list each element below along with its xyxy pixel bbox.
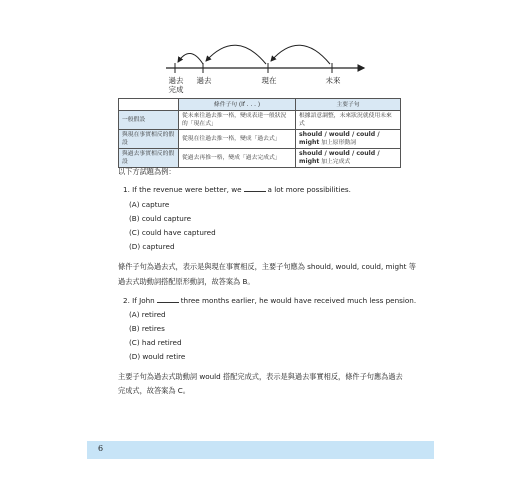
row-head-general: 一般假設 [119, 111, 179, 130]
timeline-label-future: 未來 [325, 76, 341, 85]
q2-option-a: (A) retired [129, 310, 166, 319]
table-header-row [119, 99, 401, 111]
row-main-general: 根據語意調整，未來狀況就使用未來式 [296, 111, 401, 130]
table-header-empty [119, 99, 179, 111]
timeline-label-present: 現在 [261, 76, 277, 85]
modal-verbs: should / would / could / might [299, 150, 380, 165]
q1-explanation-line-1: 條件子句為過去式，表示是與現在事實相反，主要子句應為 should, would, could, might 等 [118, 262, 416, 271]
table-row [119, 149, 401, 168]
question-2-prefix: 2. If John [123, 296, 155, 305]
row-head-past-counterfactual: 與過去事實相反的假設 [119, 149, 179, 168]
q2-explanation-line-1: 主要子句為過去式助動詞 would 搭配完成式，表示是與過去事實相反，條件子句應為過去 [118, 372, 403, 381]
q2-option-c: (C) had retired [129, 338, 182, 347]
q2-explanation-line-2: 完成式，故答案為 C。 [118, 386, 190, 395]
question-1 [123, 184, 351, 196]
question-2-suffix: three months earlier, he would have received much less pension. [180, 296, 417, 305]
label-past-perfect-sub: 完成 [168, 85, 184, 94]
arc-arrow-past-to-perfect [178, 53, 203, 64]
label-past-perfect-text: 過去 [168, 76, 184, 85]
timeline-label-past-perfect [161, 76, 191, 94]
q2-option-b: (B) retires [129, 324, 165, 333]
table-row [119, 130, 401, 149]
question-2 [123, 295, 416, 307]
table-header-condition: 條件子句 (If . . . ) [179, 99, 296, 111]
row-condition-general: 從未來往過去推一格，變成表達一般狀況的「現在式」 [179, 111, 296, 130]
intro-text: 以下方試題為例： [118, 167, 176, 176]
q1-option-d: (D) captured [129, 242, 175, 251]
arc-arrow-present-to-past [206, 45, 266, 64]
question-1-prefix: 1. If the revenue were better, we [123, 185, 242, 194]
row-head-present-counterfactual: 與現在事實相反的假設 [119, 130, 179, 149]
footer-bar [87, 441, 434, 459]
table-header-main: 主要子句 [296, 99, 401, 111]
page-number: 6 [98, 444, 104, 453]
q1-option-b: (B) could capture [129, 214, 192, 223]
timeline-label-past: 過去 [196, 76, 212, 85]
modal-verbs: should / would / could / might [299, 131, 380, 146]
timeline-diagram [150, 14, 370, 98]
row-main-present-counterfactual [296, 130, 401, 149]
arc-arrow-future-to-present [271, 45, 330, 64]
answer-blank [244, 184, 266, 192]
table-row [119, 111, 401, 130]
main-rest: 加上完成式 [319, 159, 351, 165]
main-rest: 加上原形動詞 [319, 140, 356, 146]
q1-option-a: (A) capture [129, 200, 170, 209]
row-condition-present-counterfactual: 從現在往過去推一格，變成「過去式」 [179, 130, 296, 149]
row-condition-past-counterfactual: 從過去再推一格，變成「過去完成式」 [179, 149, 296, 168]
q1-option-c: (C) could have captured [129, 228, 216, 237]
conditional-grammar-table [118, 98, 401, 168]
q1-explanation-line-2: 過去式助動詞搭配原形動詞，故答案為 B。 [118, 277, 255, 286]
question-1-suffix: a lot more possibilities. [267, 185, 351, 194]
answer-blank [157, 295, 179, 303]
q2-option-d: (D) would retire [129, 352, 186, 361]
row-main-past-counterfactual [296, 149, 401, 168]
